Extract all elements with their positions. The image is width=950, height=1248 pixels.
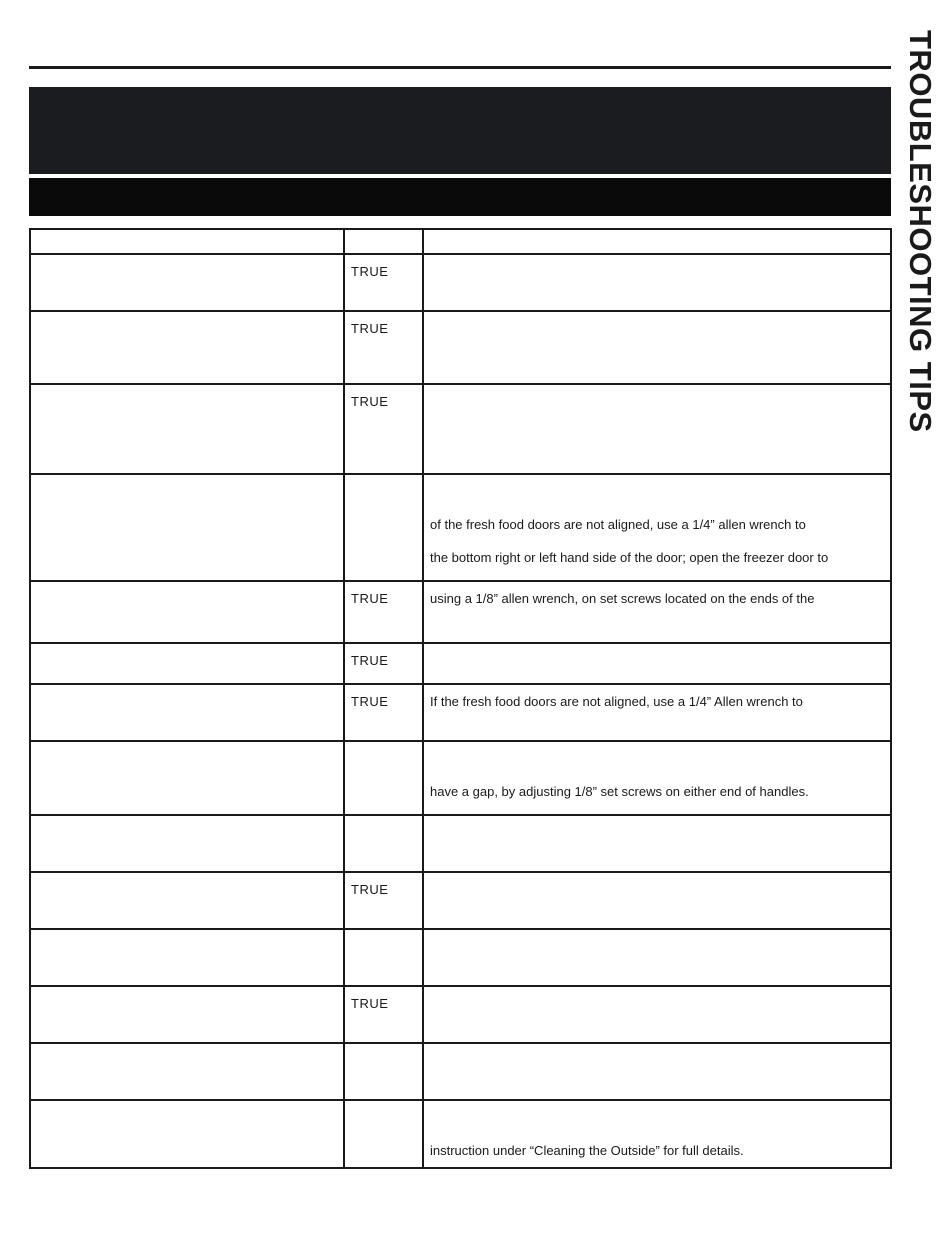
troubleshooting-table [29, 228, 892, 1169]
solution-cell [423, 254, 891, 311]
side-title: TROUBLESHOOTING TIPS [903, 30, 938, 433]
true-cell: TRUE [344, 254, 423, 311]
table-row [30, 815, 891, 872]
problem-cell [30, 741, 344, 815]
subheader-banner [29, 178, 891, 216]
solution-cell [423, 684, 891, 741]
problem-cell [30, 1043, 344, 1100]
table-row [30, 872, 891, 929]
true-cell: TRUE [344, 384, 423, 474]
problem-cell [30, 1100, 344, 1168]
solution-line: instruction under “Cleaning the Outside” for full details. [430, 1143, 744, 1158]
table-header-row [30, 229, 891, 254]
true-cell: TRUE [344, 643, 423, 684]
table-row [30, 384, 891, 474]
solution-cell [423, 929, 891, 986]
problem-cell [30, 474, 344, 581]
table-row [30, 254, 891, 311]
solution-cell [423, 581, 891, 643]
solution-cell [423, 741, 891, 815]
solution-line: the bottom right or left hand side of the door; open the freezer door to [430, 550, 829, 565]
solution-cell [423, 643, 891, 684]
true-cell: TRUE [344, 581, 423, 643]
table-row [30, 474, 891, 581]
true-cell: TRUE [344, 872, 423, 929]
solution-line: using a 1/8” allen wrench, on set screws located on the ends of the [430, 591, 815, 606]
true-cell [344, 229, 423, 254]
problem-cell [30, 872, 344, 929]
solution-cell [423, 815, 891, 872]
solution-cell [423, 1043, 891, 1100]
solution-cell [423, 474, 891, 581]
problem-cell [30, 986, 344, 1043]
true-cell [344, 741, 423, 815]
problem-cell [30, 311, 344, 384]
true-cell [344, 474, 423, 581]
problem-cell [30, 384, 344, 474]
true-cell [344, 929, 423, 986]
table-row [30, 1043, 891, 1100]
solution-line [430, 1101, 884, 1134]
solution-line: of the fresh food doors are not aligned, use a 1/4” allen wrench to [430, 517, 806, 532]
table-row [30, 929, 891, 986]
solution-cell [423, 384, 891, 474]
table-row [30, 1100, 891, 1168]
solution-line [430, 475, 884, 508]
solution-cell [423, 311, 891, 384]
table-row [30, 741, 891, 815]
true-cell [344, 1100, 423, 1168]
table-row [30, 311, 891, 384]
solution-line: have a gap, by adjusting 1/8” set screws on either end of handles. [430, 784, 809, 799]
top-rule [29, 66, 891, 69]
table-row [30, 643, 891, 684]
true-cell: TRUE [344, 684, 423, 741]
problem-cell [30, 229, 344, 254]
solution-cell [423, 229, 891, 254]
solution-cell [423, 872, 891, 929]
problem-cell [30, 643, 344, 684]
table-row [30, 581, 891, 643]
solution-line: If the fresh food doors are not aligned, use a 1/4” Allen wrench to [430, 694, 803, 709]
problem-cell [30, 581, 344, 643]
true-cell: TRUE [344, 986, 423, 1043]
solution-cell [423, 986, 891, 1043]
table-row [30, 986, 891, 1043]
true-cell: TRUE [344, 311, 423, 384]
problem-cell [30, 254, 344, 311]
true-cell [344, 815, 423, 872]
header-banner [29, 87, 891, 174]
problem-cell [30, 929, 344, 986]
solution-cell [423, 1100, 891, 1168]
solution-line [430, 742, 884, 775]
problem-cell [30, 684, 344, 741]
table-row [30, 684, 891, 741]
true-cell [344, 1043, 423, 1100]
problem-cell [30, 815, 344, 872]
